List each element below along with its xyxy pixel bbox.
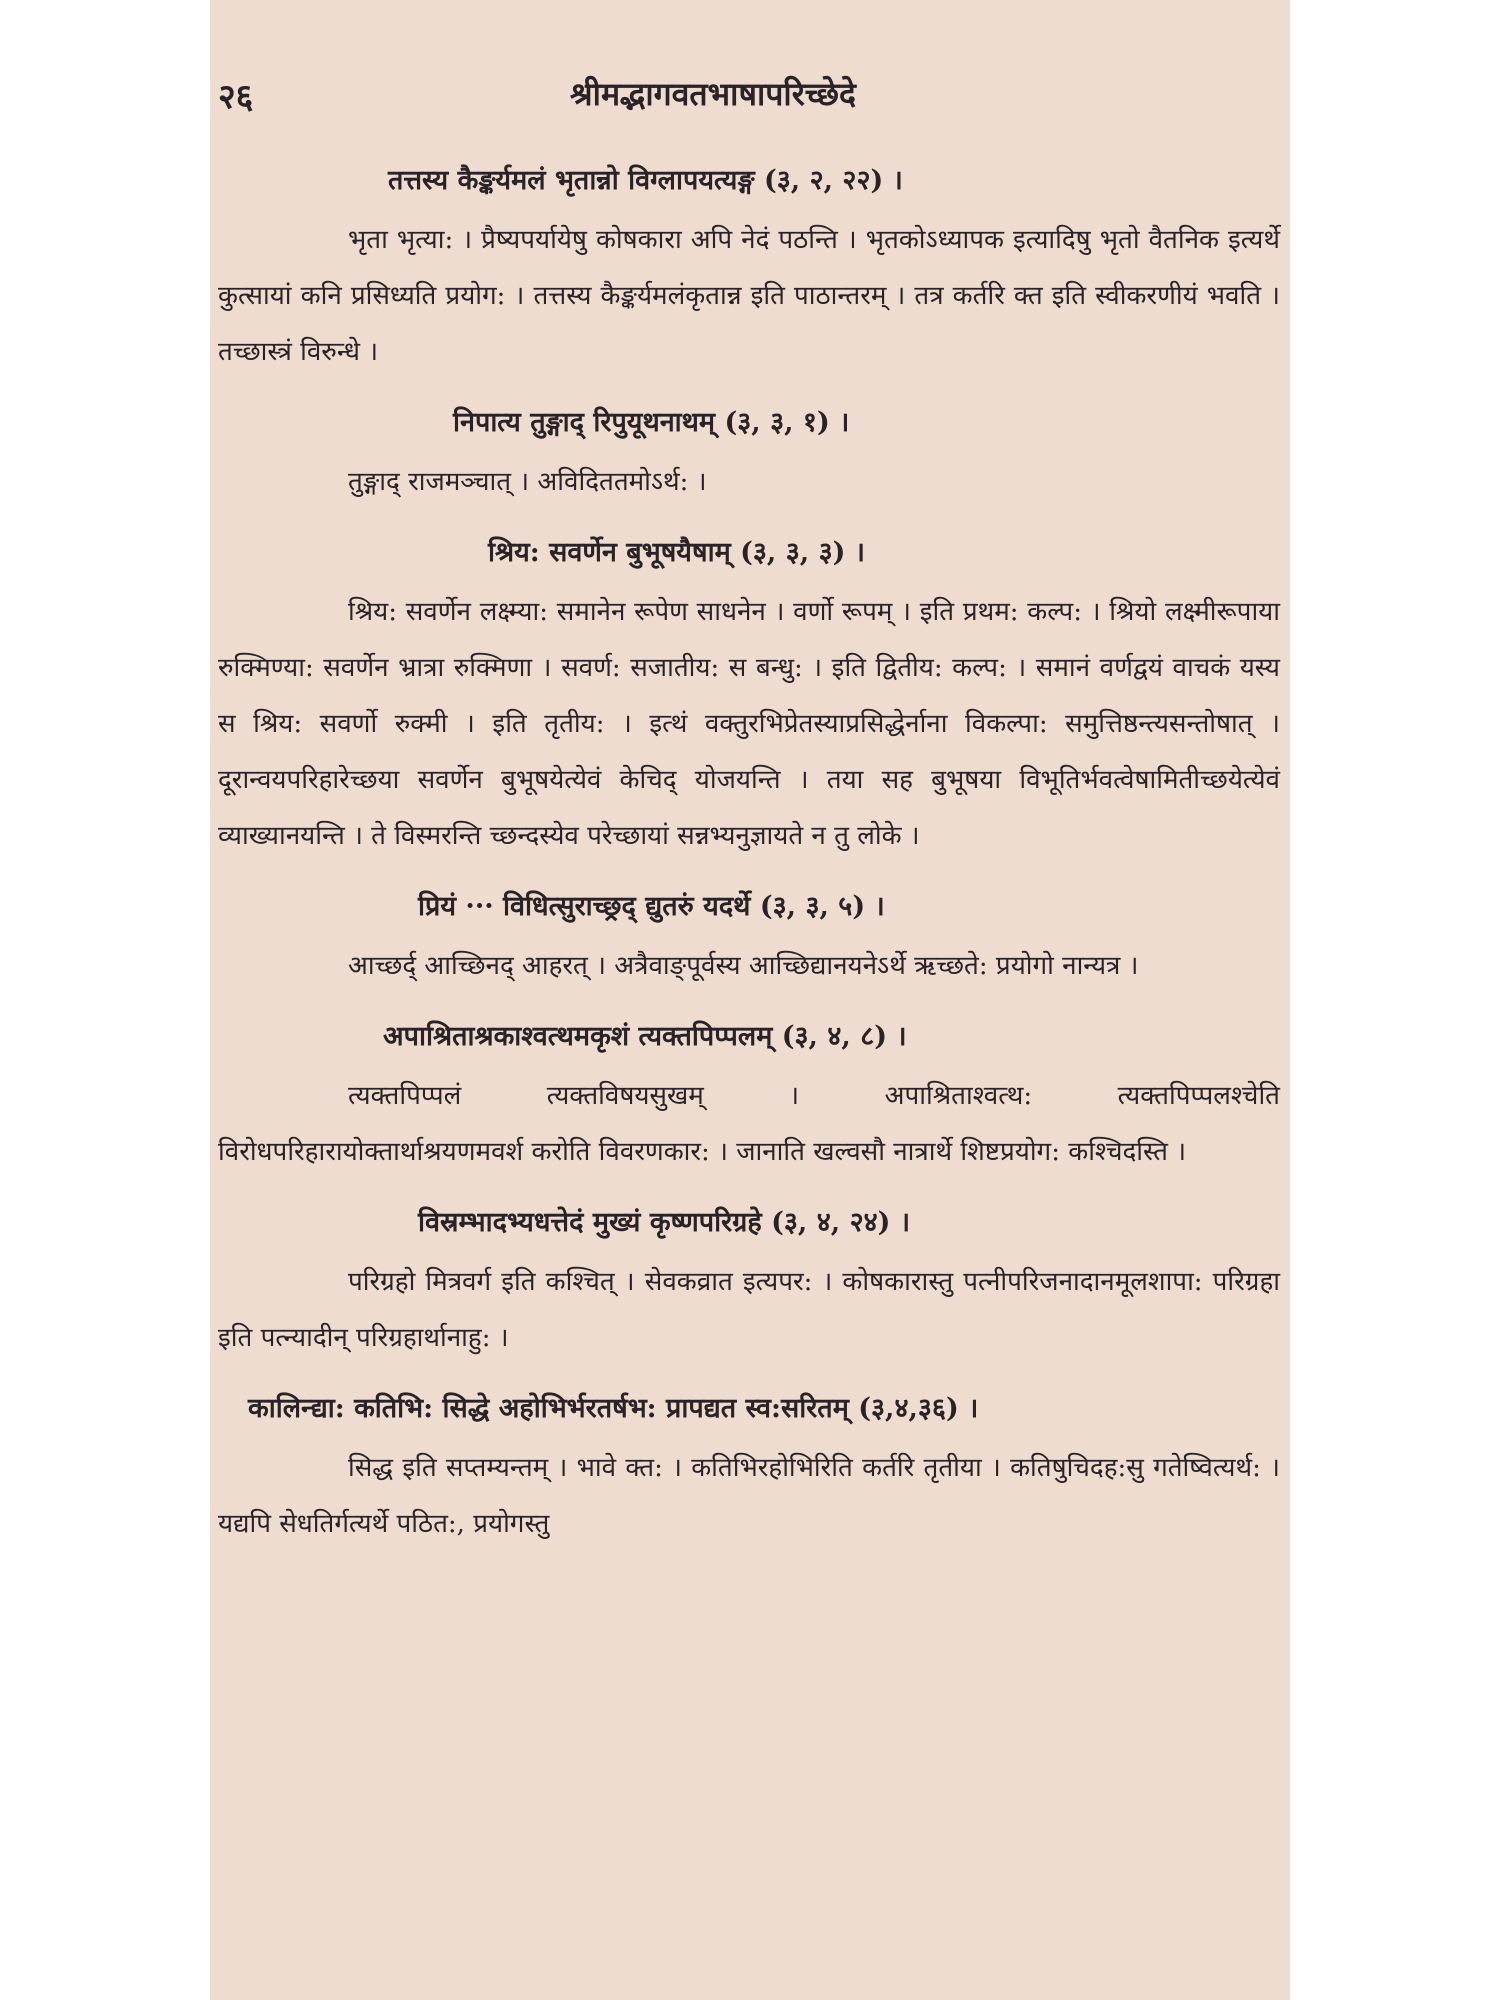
- commentary-paragraph: आच्छर्द् आच्छिनद् आहरत् । अत्रैवाङ्पूर्वस्य आच्छिद्यानयनेऽर्थे ऋच्छते: प्रयोगो नान्यत्र ।: [348, 951, 1139, 981]
- commentary-paragraph: त्यक्तपिप्पलं त्यक्तविषयसुखम् । अपाश्रिताश्वत्थ: त्यक्तपिप्पलश्चेति विरोधपरिहारायोक्तार्थाश्रयणमवर्श करोति विवरणकार: । जानाति खल्वसौ नात्रार्थे शिष्टप्रयोग: कश्चिदस्ति ।: [218, 1081, 1280, 1167]
- verse-heading: तत्तस्य कैङ्कर्यमलं भृतान्नो विग्लापयत्यङ्ग (३, २, २२) ।: [388, 165, 903, 196]
- commentary-paragraph: श्रिय: सवर्णेन लक्ष्म्या: समानेन रूपेण साधनेन । वर्णो रूपम् । इति प्रथम: कल्प: । श्रियो लक्ष्मीरूपाया रुक्मिण्या: सवर्णेन भ्रात्रा रुक्मिणा । सवर्ण: सजातीय: स बन्धु: । इति द्वितीय: कल्प: । समानं वर्णद्वयं वाचकं यस्य स श्रिय: सवर्णो रुक्मी । इति तृतीय: । इत्थं वक्तुरभिप्रेतस्याप्रसिद्धेर्नाना विकल्पा: समुत्तिष्ठन्त्यसन्तोषात् । दूरान्वयपरिहारेच्छया सवर्णेन बुभूषयेत्येवं केचिद् योजयन्ति । तया सह बुभूषया विभूतिर्भवत्वेषामितीच्छयेत्येवं व्याख्यानयन्ति । ते विस्मरन्ति च्छन्दस्येव परेच्छायां सन्नभ्यनुज्ञायते न तु लोके ।: [218, 597, 1280, 851]
- commentary-paragraph: भृता भृत्या: । प्रैष्यपर्यायेषु कोषकारा अपि नेदं पठन्ति । भृतकोऽध्यापक इत्यादिषु भृतो वैतनिक इत्यर्थे कुत्सायां कनि प्रसिध्यति प्रयोग: । तत्तस्य कैङ्कर्यमलंकृतान्न इति पाठान्तरम् । तत्र कर्तरि क्त इति स्वीकरणीयं भवति । तच्छास्त्रं विरुन्धे ।: [218, 225, 1280, 367]
- section: [218, 1388, 1280, 1552]
- section: [218, 160, 1280, 380]
- verse-heading: कालिन्द्या: कतिभि: सिद्धे अहोभिर्भरतर्षभ: प्रापद्यत स्व:सरितम् (३,४,३६) ।: [248, 1393, 979, 1424]
- section: [218, 532, 1280, 864]
- commentary-paragraph: तुङ्गाद् राजमञ्चात् । अविदिततमोऽर्थ: ।: [348, 467, 707, 497]
- running-head: श्रीमद्भागवतभाषापरिच्छेदे: [570, 75, 856, 113]
- commentary-paragraph: परिग्रहो मित्रवर्ग इति कश्चित् । सेवकव्रात इत्यपर: । कोषकारास्तु पत्नीपरिजनादानमूलशापा: परिग्रहा इति पत्न्यादीन् परिग्रहार्थानाहु: ।: [218, 1267, 1280, 1353]
- section: [218, 1202, 1280, 1366]
- verse-heading: प्रियं ··· विधित्सुराच्छ्रद् द्युतरुं यदर्थे (३, ३, ५) ।: [418, 891, 885, 922]
- verse-heading: विस्रम्भादभ्यधत्तेदं मुख्यं कृष्णपरिग्रहे (३, ४, २४) ।: [418, 1207, 911, 1238]
- section: [218, 886, 1280, 994]
- verse-heading: श्रिय: सवर्णेन बुभूषयैषाम् (३, ३, ३) ।: [488, 537, 866, 568]
- book-page: [210, 0, 1290, 2000]
- verse-heading: निपात्य तुङ्गाद् रिपुयूथनाथम् (३, ३, १) ।: [453, 407, 850, 438]
- page-header: [210, 72, 1290, 122]
- commentary-paragraph: सिद्ध इति सप्तम्यन्तम् । भावे क्त: । कतिभिरहोभिरिति कर्तरि तृतीया । कतिषुचिदह:सु गतेष्वित्यर्थ: । यद्यपि सेधतिर्गत्यर्थे पठित:, प्रयोगस्तु: [218, 1453, 1280, 1539]
- verse-heading: अपाश्रिताश्रकाश्वत्थमकृशं त्यक्तपिप्पलम् (३, ४, ८) ।: [383, 1021, 907, 1052]
- section: [218, 402, 1280, 510]
- section: [218, 1016, 1280, 1180]
- page-number: २६: [218, 77, 254, 117]
- page-body: [218, 160, 1280, 1574]
